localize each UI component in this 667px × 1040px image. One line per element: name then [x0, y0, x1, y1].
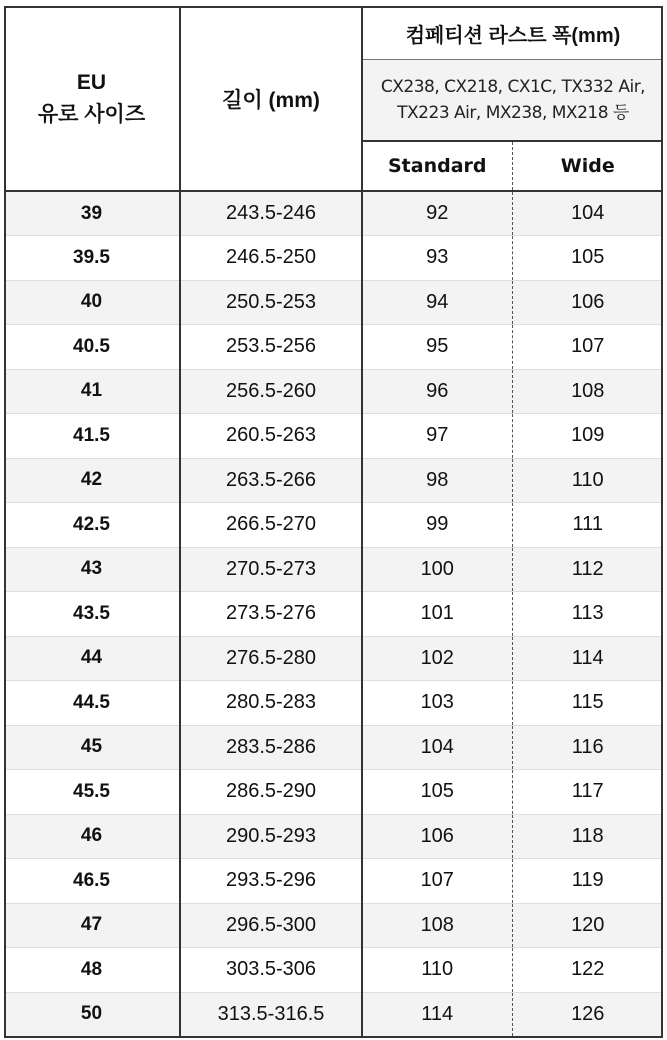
cell-length: 266.5-270: [180, 503, 362, 548]
header-eu-size: [4, 7, 180, 191]
cell-wide-width: 111: [512, 503, 663, 548]
table-row: [4, 770, 663, 815]
cell-length: 313.5-316.5: [180, 992, 362, 1037]
cell-length: 273.5-276: [180, 592, 362, 637]
table-row: [4, 814, 663, 859]
cell-standard-width: 99: [362, 503, 512, 548]
cell-wide-width: 104: [512, 191, 663, 236]
cell-length: 283.5-286: [180, 725, 362, 770]
cell-eu-size: 40.5: [4, 325, 180, 370]
table-row: [4, 681, 663, 726]
cell-eu-size: 48: [4, 948, 180, 993]
header-models: [362, 60, 663, 142]
header-competition-width: 컴페티션 라스트 폭(mm): [362, 7, 663, 60]
cell-standard-width: 93: [362, 236, 512, 281]
cell-eu-size: 41.5: [4, 414, 180, 459]
cell-wide-width: 107: [512, 325, 663, 370]
table-row: [4, 903, 663, 948]
cell-standard-width: 114: [362, 992, 512, 1037]
cell-wide-width: 119: [512, 859, 663, 904]
table-body: [4, 191, 663, 1037]
cell-eu-size: 43.5: [4, 592, 180, 637]
cell-standard-width: 110: [362, 948, 512, 993]
cell-wide-width: 109: [512, 414, 663, 459]
cell-length: 286.5-290: [180, 770, 362, 815]
cell-length: 270.5-273: [180, 547, 362, 592]
cell-length: 263.5-266: [180, 458, 362, 503]
cell-length: 303.5-306: [180, 948, 362, 993]
table-row: [4, 325, 663, 370]
cell-standard-width: 94: [362, 280, 512, 325]
cell-eu-size: 39: [4, 191, 180, 236]
table-row: [4, 414, 663, 459]
cell-wide-width: 105: [512, 236, 663, 281]
cell-eu-size: 45.5: [4, 770, 180, 815]
header-models-line2: TX223 Air, MX238, MX218 등: [397, 103, 629, 123]
cell-standard-width: 100: [362, 547, 512, 592]
cell-length: 256.5-260: [180, 369, 362, 414]
cell-eu-size: 46.5: [4, 859, 180, 904]
cell-eu-size: 47: [4, 903, 180, 948]
table-row: [4, 458, 663, 503]
cell-wide-width: 118: [512, 814, 663, 859]
table-right-border: [661, 6, 663, 1038]
cell-wide-width: 115: [512, 681, 663, 726]
cell-standard-width: 98: [362, 458, 512, 503]
cell-eu-size: 43: [4, 547, 180, 592]
cell-wide-width: 114: [512, 636, 663, 681]
cell-standard-width: 105: [362, 770, 512, 815]
cell-wide-width: 117: [512, 770, 663, 815]
cell-standard-width: 92: [362, 191, 512, 236]
header-standard: Standard: [362, 141, 512, 191]
size-table: [4, 6, 663, 1038]
table-row: [4, 280, 663, 325]
cell-length: 290.5-293: [180, 814, 362, 859]
cell-eu-size: 39.5: [4, 236, 180, 281]
cell-length: 246.5-250: [180, 236, 362, 281]
cell-standard-width: 103: [362, 681, 512, 726]
cell-eu-size: 46: [4, 814, 180, 859]
table-row: [4, 859, 663, 904]
table-row: [4, 592, 663, 637]
table-row: [4, 948, 663, 993]
cell-eu-size: 50: [4, 992, 180, 1037]
cell-standard-width: 97: [362, 414, 512, 459]
header-models-line1: CX238, CX218, CX1C, TX332 Air,: [380, 77, 646, 97]
cell-wide-width: 122: [512, 948, 663, 993]
table-row: [4, 369, 663, 414]
table-left-border: [4, 6, 6, 1038]
header-wide: Wide: [512, 141, 663, 191]
cell-wide-width: 112: [512, 547, 663, 592]
cell-wide-width: 120: [512, 903, 663, 948]
header-eu-line2: 유로 사이즈: [37, 103, 146, 126]
cell-standard-width: 108: [362, 903, 512, 948]
cell-standard-width: 106: [362, 814, 512, 859]
cell-length: 260.5-263: [180, 414, 362, 459]
cell-length: 253.5-256: [180, 325, 362, 370]
cell-wide-width: 126: [512, 992, 663, 1037]
cell-wide-width: 110: [512, 458, 663, 503]
table-row: [4, 547, 663, 592]
table-row: [4, 992, 663, 1037]
cell-wide-width: 116: [512, 725, 663, 770]
cell-eu-size: 40: [4, 280, 180, 325]
cell-standard-width: 96: [362, 369, 512, 414]
cell-length: 280.5-283: [180, 681, 362, 726]
cell-wide-width: 113: [512, 592, 663, 637]
cell-standard-width: 107: [362, 859, 512, 904]
table-row: [4, 236, 663, 281]
cell-eu-size: 44: [4, 636, 180, 681]
cell-eu-size: 42.5: [4, 503, 180, 548]
table-row: [4, 636, 663, 681]
cell-wide-width: 106: [512, 280, 663, 325]
size-chart: [4, 6, 663, 1038]
cell-standard-width: 102: [362, 636, 512, 681]
header-length: 길이 (mm): [180, 7, 362, 191]
header-eu-line1: EU: [76, 71, 107, 94]
cell-length: 276.5-280: [180, 636, 362, 681]
table-row: [4, 725, 663, 770]
cell-length: 250.5-253: [180, 280, 362, 325]
table-row: [4, 191, 663, 236]
cell-standard-width: 104: [362, 725, 512, 770]
cell-length: 243.5-246: [180, 191, 362, 236]
table-header: [4, 7, 663, 191]
cell-length: 296.5-300: [180, 903, 362, 948]
cell-eu-size: 44.5: [4, 681, 180, 726]
cell-wide-width: 108: [512, 369, 663, 414]
cell-eu-size: 42: [4, 458, 180, 503]
cell-eu-size: 41: [4, 369, 180, 414]
cell-length: 293.5-296: [180, 859, 362, 904]
cell-standard-width: 95: [362, 325, 512, 370]
table-row: [4, 503, 663, 548]
cell-eu-size: 45: [4, 725, 180, 770]
cell-standard-width: 101: [362, 592, 512, 637]
